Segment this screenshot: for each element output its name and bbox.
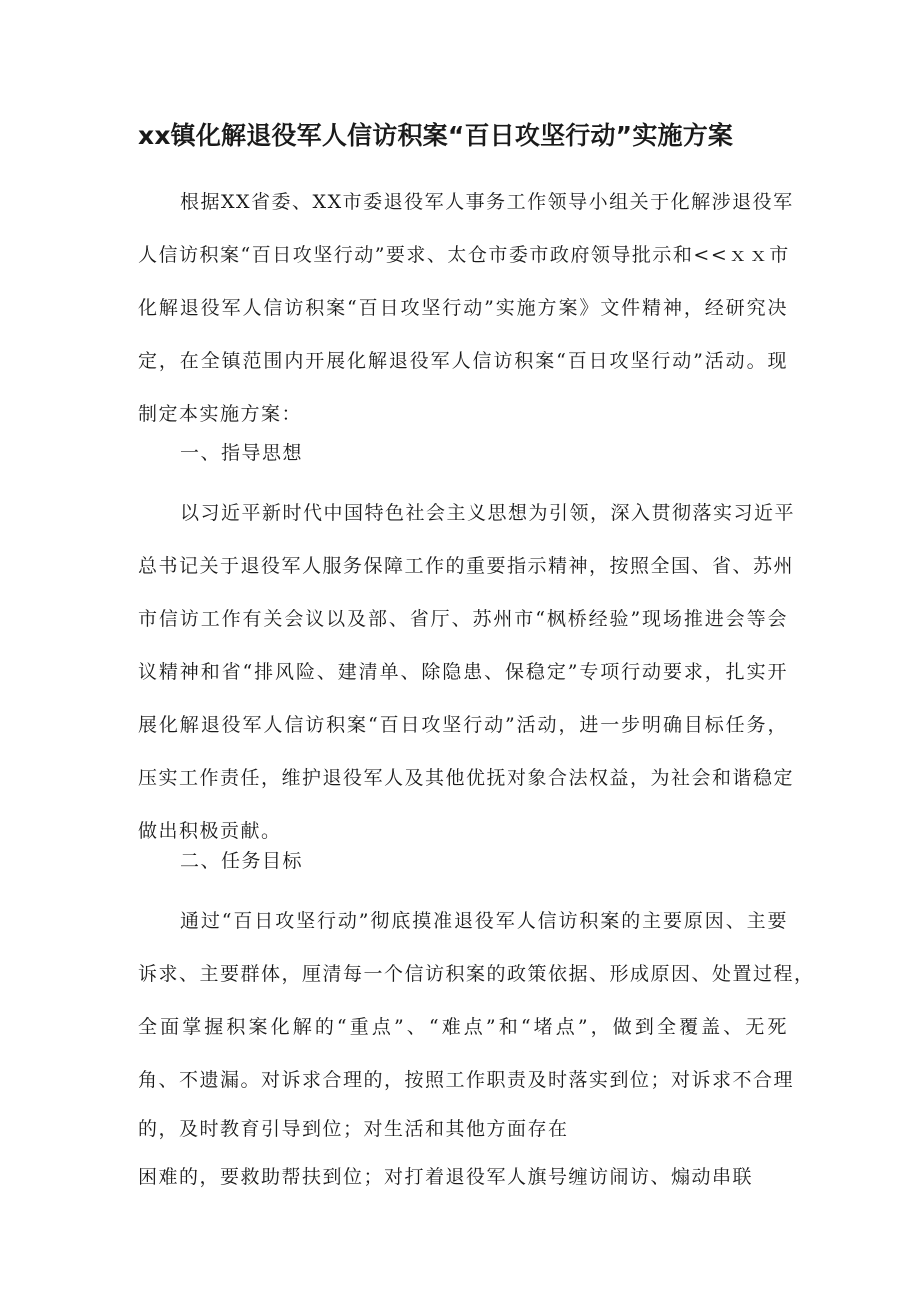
text-line: 困难的，要救助帮扶到位；对打着退役军人旗号缠访闹访、煽动串联 xyxy=(138,1166,754,1188)
text-line: 展化解退役军人信访积案“百日攻坚行动”活动，进一步明确目标任务， xyxy=(138,714,788,736)
section-heading: 一、指导思想 xyxy=(180,442,304,464)
text-line: 人信访积案“百日攻坚行动”要求、太仓市委市政府领导批示和<<ｘｘ市 xyxy=(138,244,790,266)
text-line: 议精神和省“排风险、建清单、除隐患、保稳定”专项行动要求，扎实开 xyxy=(138,661,788,683)
text-line: 通过“百日攻坚行动”彻底摸准退役军人信访积案的主要原因、主要 xyxy=(180,910,788,932)
section2-paragraph xyxy=(138,895,815,1204)
text-line: 角、不遗漏。对诉求合理的，按照工作职责及时落实到位；对诉求不合理 xyxy=(138,1069,795,1091)
text-line: 做出积极贡献。 xyxy=(138,820,282,842)
text-line: 制定本实施方案： xyxy=(138,403,303,425)
section-heading: 二、任务目标 xyxy=(180,850,304,872)
text-line: 以习近平新时代中国特色社会主义思想为引领，深入贯彻落实习近平 xyxy=(180,502,796,524)
text-line: 压实工作责任，维护退役军人及其他优抚对象合法权益，为社会和谐稳定 xyxy=(138,767,795,789)
text-line: 市信访工作有关会议以及部、省厅、苏州市“枫桥经验”现场推进会等会 xyxy=(138,608,788,630)
document-title: xx镇化解退役军人信访积案“百日攻坚行动”实施方案 xyxy=(138,121,734,150)
text-line: 根据XX省委、XX市委退役军人事务工作领导小组关于化解涉退役军 xyxy=(180,191,794,213)
text-line: 总书记关于退役军人服务保障工作的重要指示精神，按照全国、省、苏州 xyxy=(138,555,795,577)
text-line: 化解退役军人信访积案“百日攻坚行动”实施方案》文件精神，经研究决 xyxy=(138,297,788,319)
text-line: 定，在全镇范围内开展化解退役军人信访积案“百日攻坚行动”活动。现 xyxy=(138,350,788,372)
intro-paragraph xyxy=(138,176,794,441)
text-line: 诉求、主要群体，厘清每一个信访积案的政策依据、形成原因、处置过程， xyxy=(138,963,815,985)
text-line: 的，及时教育引导到位；对生活和其他方面存在 xyxy=(138,1118,569,1140)
text-line: 全面掌握积案化解的“重点”、“难点”和“堵点”，做到全覆盖、无死 xyxy=(138,1016,788,1038)
section1-paragraph xyxy=(138,487,796,858)
